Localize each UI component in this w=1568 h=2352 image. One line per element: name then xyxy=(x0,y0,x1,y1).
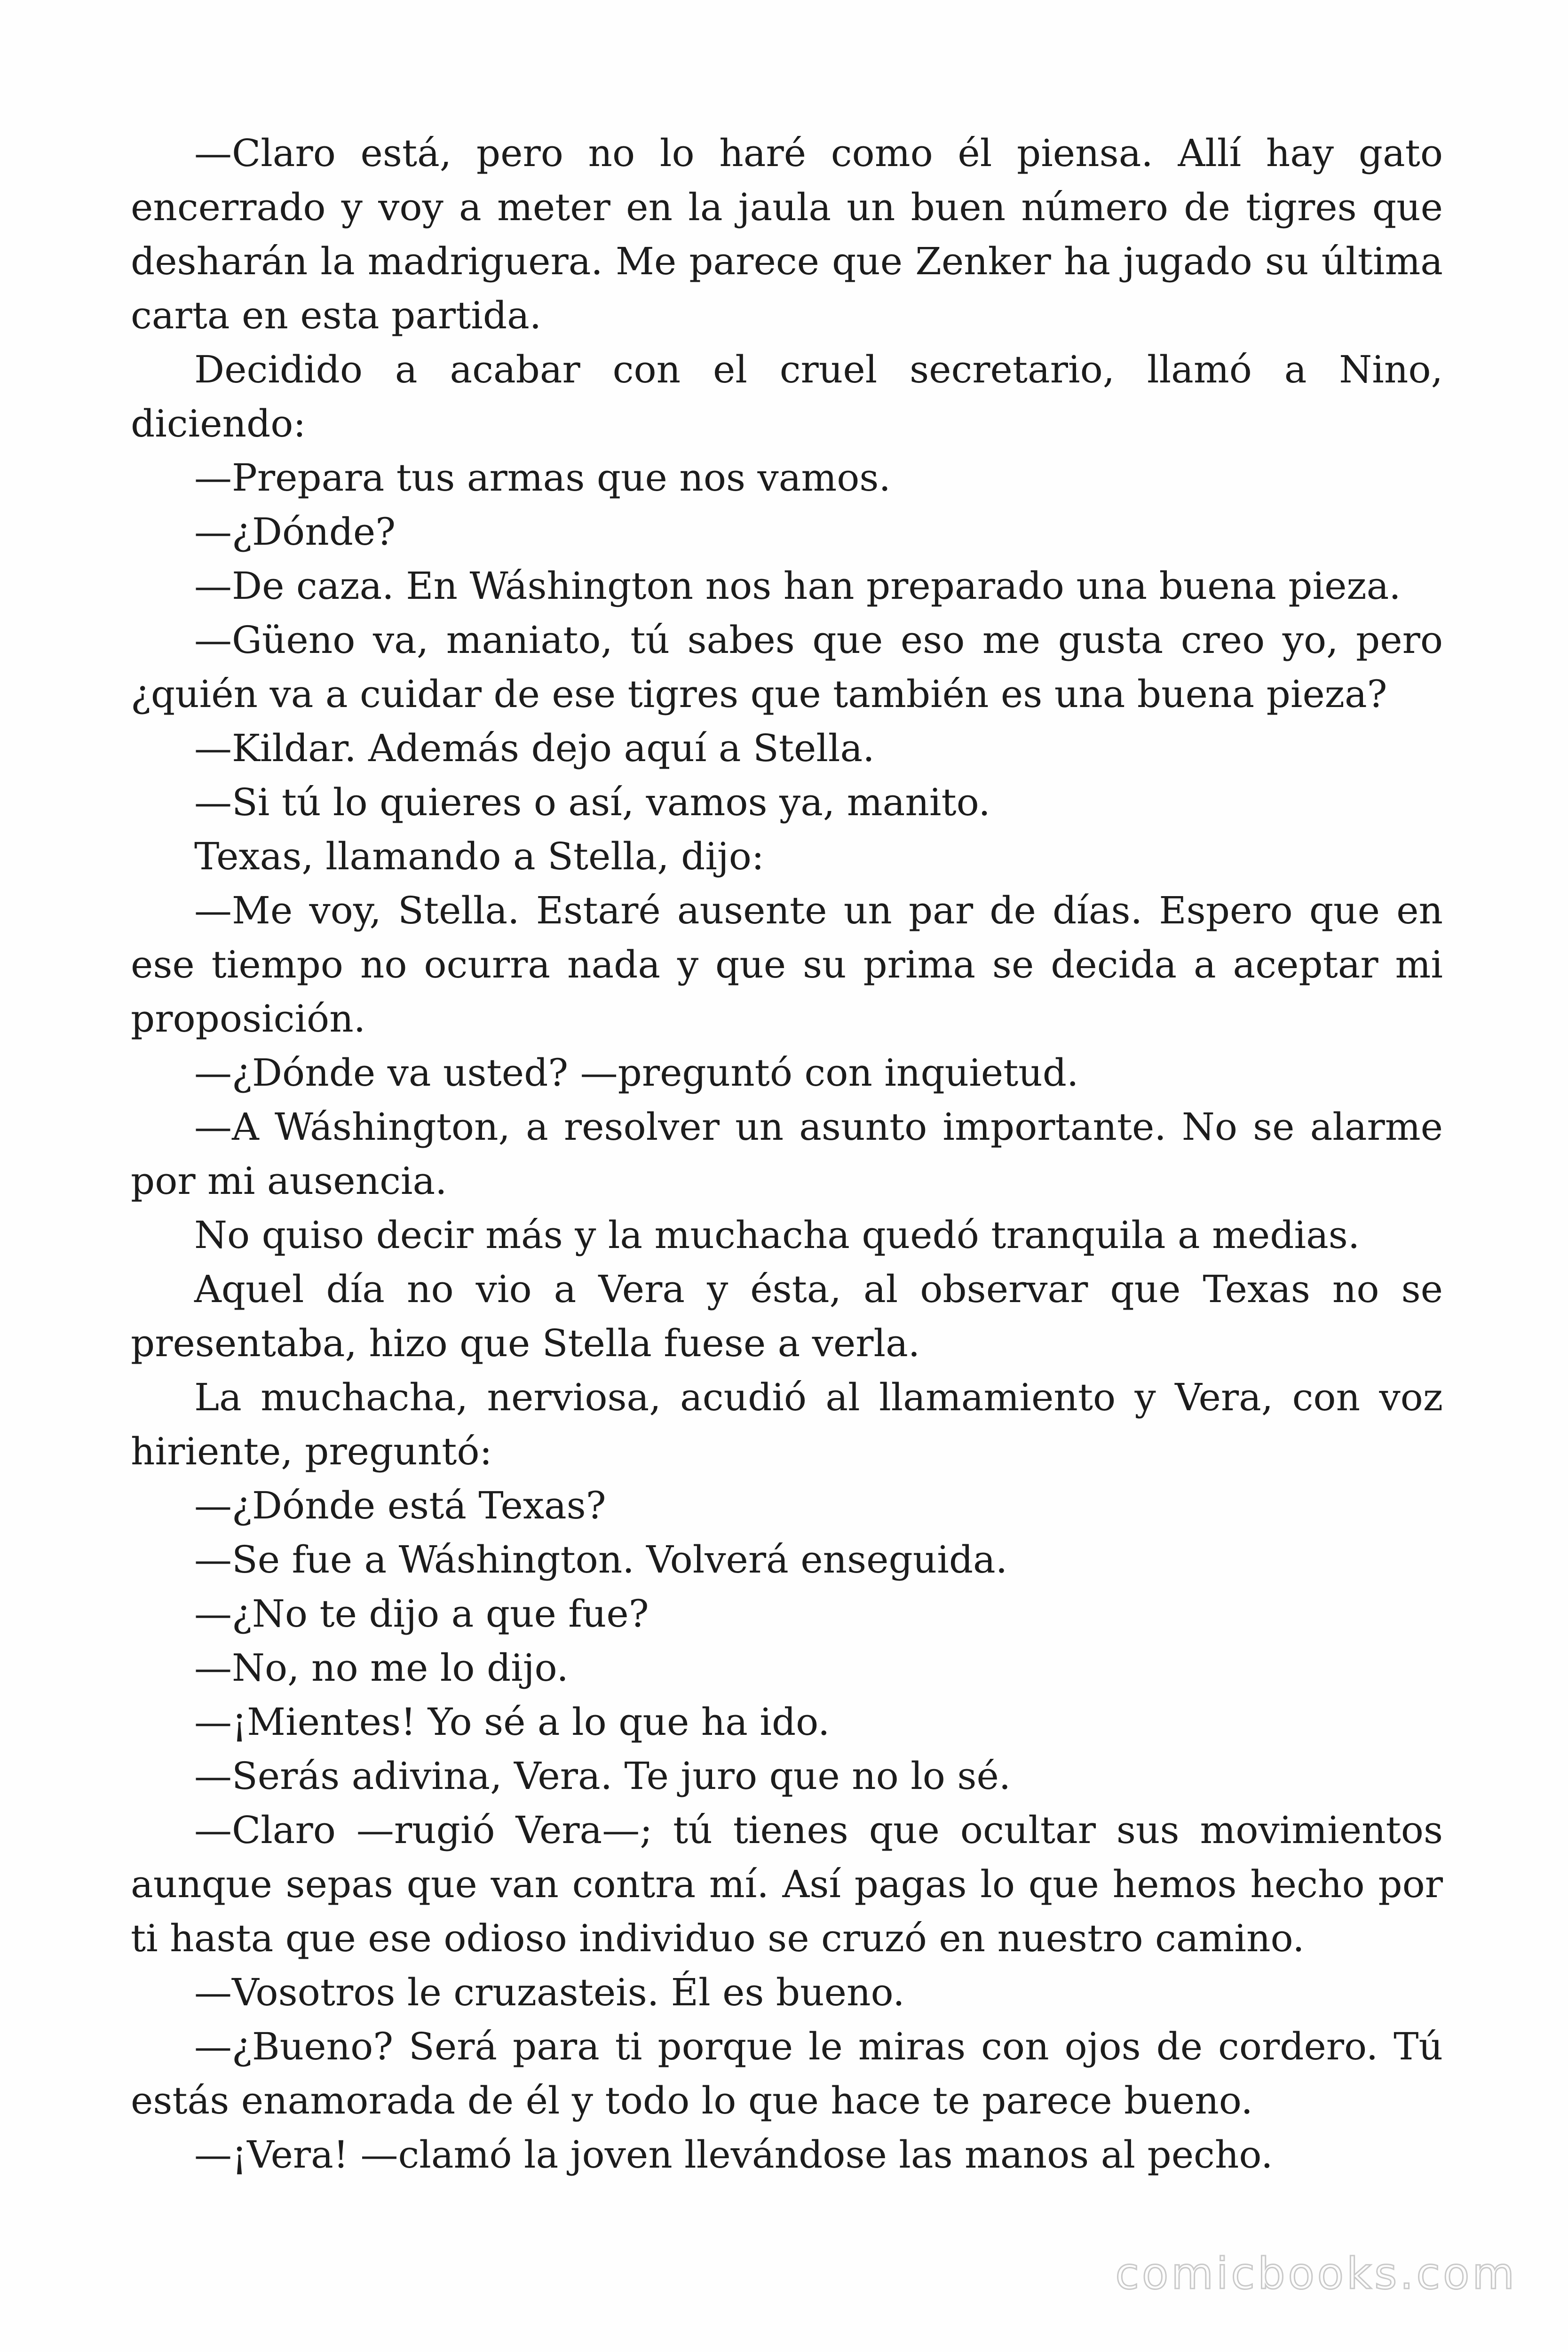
paragraph: —Se fue a Wáshington. Volverá enseguida. xyxy=(194,1538,1008,1581)
paragraph: La muchacha, nerviosa, acudió al llamamiento y Vera, con voz hiriente, preguntó: xyxy=(131,1375,1443,1473)
paragraph: —No, no me lo dijo. xyxy=(194,1646,569,1690)
paragraph: Aquel día no vio a Vera y ésta, al observar que Texas no se presentaba, hizo que Stella fuese a verla. xyxy=(131,1267,1443,1365)
paragraph: —Vosotros le cruzasteis. Él es bueno. xyxy=(194,1971,905,2014)
paragraph: —Kildar. Además dejo aquí a Stella. xyxy=(194,726,875,770)
body-text xyxy=(131,126,1443,2182)
paragraph: —Serás adivina, Vera. Te juro que no lo sé. xyxy=(194,1754,1011,1798)
paragraph: —Me voy, Stella. Estaré ausente un par de días. Espero que en ese tiempo no ocurra nada y que su prima se decida a aceptar mi proposición. xyxy=(131,889,1443,1041)
paragraph: —¡Mientes! Yo sé a lo que ha ido. xyxy=(194,1700,830,1744)
paragraph: —De caza. En Wáshington nos han preparado una buena pieza. xyxy=(194,564,1401,608)
paragraph: —¿Dónde está Texas? xyxy=(194,1484,606,1527)
paragraph: —¿Dónde va usted? —preguntó con inquietud. xyxy=(194,1051,1079,1095)
paragraph: —¿Bueno? Será para ti porque le miras con ojos de cordero. Tú estás enamorada de él y todo lo que hace te parece bueno. xyxy=(131,2025,1443,2122)
paragraph: —¿No te dijo a que fue? xyxy=(194,1592,649,1636)
paragraph: —Claro —rugió Vera—; tú tienes que ocultar sus movimientos aunque sepas que van contra mí. Así pagas lo que hemos hecho por ti hasta que ese odioso individuo se cruzó en nuestro camino. xyxy=(131,1808,1443,1960)
paragraph: Decidido a acabar con el cruel secretario, llamó a Nino, diciendo: xyxy=(131,348,1443,445)
paragraph: No quiso decir más y la muchacha quedó tranquila a medias. xyxy=(194,1213,1360,1257)
paragraph: —Si tú lo quieres o así, vamos ya, manito. xyxy=(194,780,990,824)
watermark: comicbooks.com xyxy=(1115,2249,1517,2299)
paragraph: —Prepara tus armas que nos vamos. xyxy=(194,456,891,500)
paragraph: —Güeno va, maniato, tú sabes que eso me gusta creo yo, pero ¿quién va a cuidar de ese tigres que también es una buena pieza? xyxy=(131,618,1443,716)
paragraph: Texas, llamando a Stella, dijo: xyxy=(194,834,764,878)
paragraph: —¿Dónde? xyxy=(194,510,396,554)
paragraph: —Claro está, pero no lo haré como él piensa. Allí hay gato encerrado y voy a meter en la jaula un buen número de tigres que desharán la madriguera. Me parece que Zenker ha jugado su última carta en esta partida. xyxy=(131,131,1443,337)
paragraph: —¡Vera! —clamó la joven llevándose las manos al pecho. xyxy=(194,2133,1273,2177)
paragraph: —A Wáshington, a resolver un asunto importante. No se alarme por mi ausencia. xyxy=(131,1105,1443,1203)
